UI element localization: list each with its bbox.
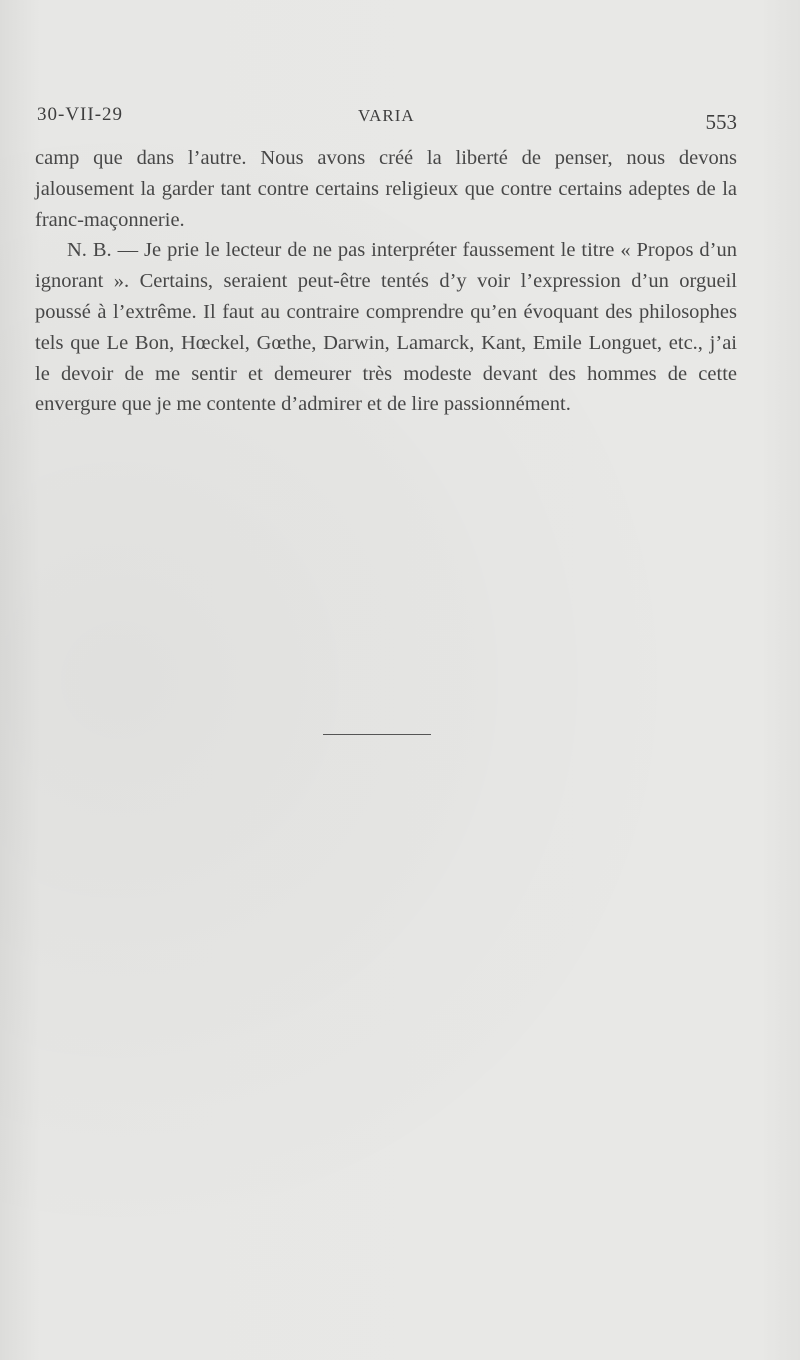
running-head bbox=[37, 104, 737, 134]
running-head-date: 30-VII-29 bbox=[37, 104, 124, 125]
page-number: 553 bbox=[705, 110, 737, 134]
paragraph-continuation: camp que dans l’autre. Nous avons créé la liberté de penser, nous devons jalousement la garder tant contre certains religieux que contre certains adeptes de la franc-maçonnerie. bbox=[35, 147, 737, 231]
paragraph-note: N. B. — Je prie le lecteur de ne pas interpréter faussement le titre « Propos d’un ignorant ». Certains, seraient peut-être tentés d’y voir l’expression d’un orgueil poussé à l’extrême. Il faut au contraire comprendre qu’en évoquant des philosophes tels que Le Bon, Hœckel, Gœthe, Darwin, Lamarck, Kant, Emile Longuet, etc., j’ai le devoir de me sentir et demeurer très modeste devant des hommes de cette envergure que je me contente d’admirer et de lire passionnément. bbox=[35, 239, 737, 416]
running-head-title: VARIA bbox=[358, 106, 415, 125]
section-end-rule bbox=[323, 734, 431, 735]
body-text bbox=[35, 143, 737, 420]
